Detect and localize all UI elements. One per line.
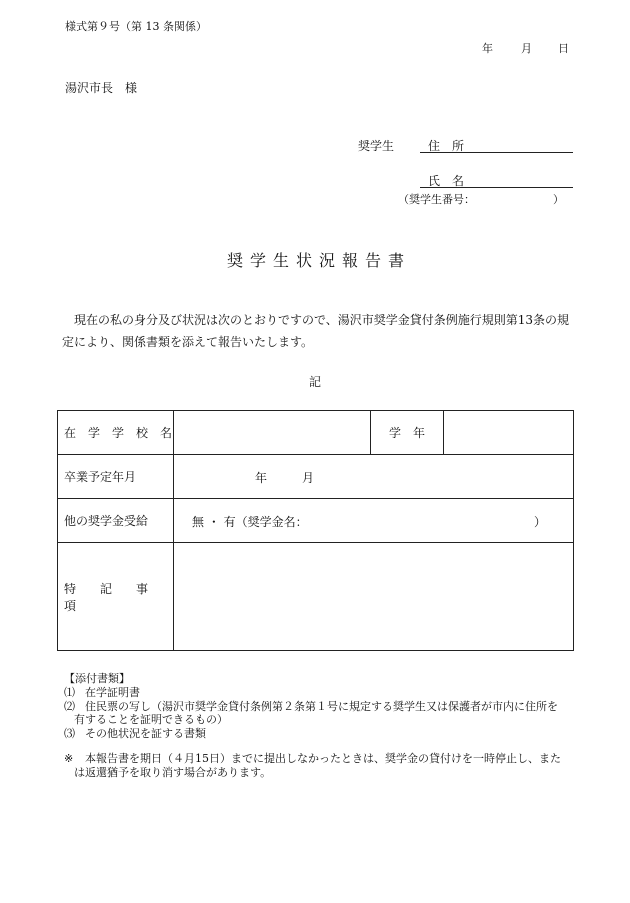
address-label: 住 所 <box>428 139 465 153</box>
ki-label: 記 <box>309 375 322 389</box>
school-name-cell[interactable] <box>174 411 371 455</box>
addressee: 湯沢市長 様 <box>65 81 138 95</box>
graduation-month-label: 月 <box>302 471 315 485</box>
other-scholarship-close: ） <box>534 515 547 529</box>
attachment-number: ⑵ <box>64 700 75 713</box>
student-heading: 奨学生 <box>358 139 395 153</box>
attachment-text-continued: 有することを証明できるもの） <box>74 713 228 726</box>
document-title: 奨学生状況報告書 <box>227 251 412 270</box>
student-number-close: ） <box>553 193 564 206</box>
remarks-cell[interactable] <box>174 543 574 651</box>
graduation-cell[interactable] <box>174 455 574 499</box>
graduation-label: 卒業予定年月 <box>58 455 174 499</box>
form-number: 様式第９号（第 13 条関係） <box>65 20 207 33</box>
remarks-label: 特 記 事 項 <box>58 543 174 651</box>
student-number-label: （奨学生番号： <box>398 193 475 206</box>
report-table <box>57 410 574 651</box>
date-month-label: 月 <box>521 42 532 55</box>
other-scholarship-option: 無 ・ 有（奨学金名： <box>192 515 308 529</box>
note-line-2: は返還猶予を取り消す場合があります。 <box>74 766 272 779</box>
name-field-line[interactable] <box>420 187 573 188</box>
address-field-line[interactable] <box>420 152 573 153</box>
grade-cell[interactable] <box>444 411 574 455</box>
other-scholarship-cell[interactable] <box>174 499 574 543</box>
attachment-text: 住民票の写し（湯沢市奨学金貸付条例第２条第１号に規定する奨学生又は保護者が市内に住所を <box>85 700 558 713</box>
note-line-1: 本報告書を期日（４月15日）までに提出しなかったときは、奨学金の貸付けを一時停止し、また <box>85 752 561 765</box>
school-name-label: 在 学 学 校 名 <box>58 411 174 455</box>
graduation-year-label: 年 <box>255 471 268 485</box>
other-scholarship-label: 他の奨学金受給 <box>58 499 174 543</box>
date-day-label: 日 <box>558 42 569 55</box>
name-label: 氏 名 <box>428 174 465 188</box>
date-year-label: 年 <box>482 42 493 55</box>
grade-label: 学 年 <box>371 411 444 455</box>
attachments-heading: 【添付書類】 <box>64 672 130 685</box>
note-mark: ※ <box>64 752 74 765</box>
attachment-number: ⑶ <box>64 727 75 740</box>
body-text: 現在の私の身分及び状況は次のとおりですので、湯沢市奨学金貸付条例施行規則第13条の規定により、関係書類を添えて報告いたします。 <box>62 313 570 349</box>
attachment-number: ⑴ <box>64 686 75 699</box>
attachment-text: その他状況を証する書類 <box>85 727 206 740</box>
attachment-text: 在学証明書 <box>85 686 140 699</box>
